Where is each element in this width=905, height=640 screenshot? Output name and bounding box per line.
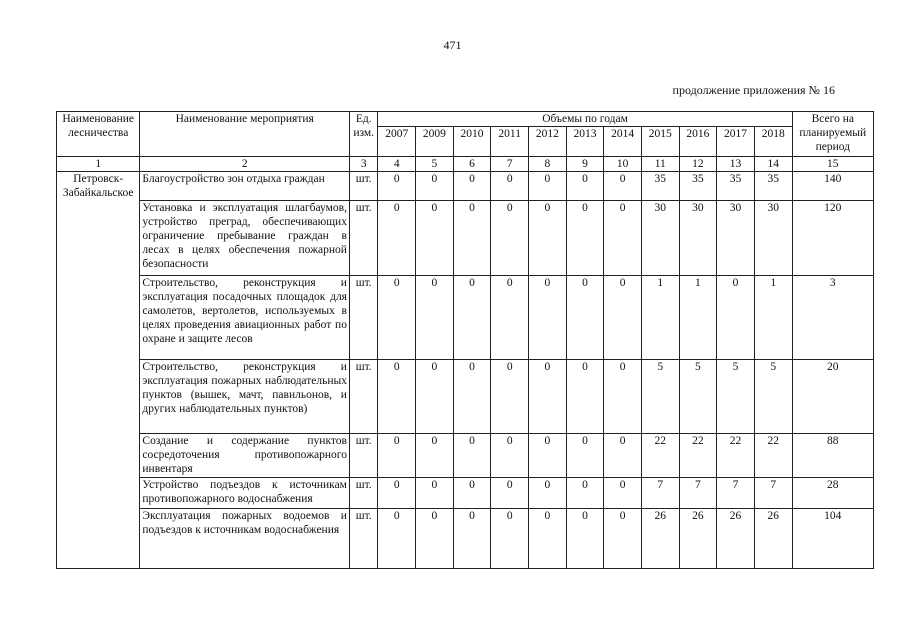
value-cell: 1	[641, 276, 679, 360]
page-number: 471	[443, 38, 462, 52]
column-number: 14	[754, 157, 792, 172]
value-cell: 7	[717, 478, 755, 509]
forestry-name: Петровск-Забайкальское	[57, 172, 140, 569]
value-cell: 1	[679, 276, 717, 360]
unit-cell: шт.	[349, 434, 377, 478]
value-cell: 0	[566, 509, 604, 569]
value-cell: 0	[416, 172, 454, 201]
value-cell: 7	[679, 478, 717, 509]
appendix-note: продолжение приложения № 16	[672, 83, 835, 97]
unit-cell: шт.	[349, 478, 377, 509]
year-header: 2010	[453, 127, 491, 157]
value-cell: 0	[491, 360, 529, 434]
total-cell: 104	[792, 509, 873, 569]
column-number: 5	[416, 157, 454, 172]
value-cell: 0	[416, 434, 454, 478]
value-cell: 0	[491, 201, 529, 276]
value-cell: 7	[641, 478, 679, 509]
column-number: 15	[792, 157, 873, 172]
column-number: 6	[453, 157, 491, 172]
value-cell: 0	[529, 360, 567, 434]
column-number: 13	[717, 157, 755, 172]
value-cell: 0	[453, 360, 491, 434]
value-cell: 0	[604, 360, 642, 434]
value-cell: 26	[641, 509, 679, 569]
header-forestry: Наименование лесничества	[57, 112, 140, 157]
year-header: 2016	[679, 127, 717, 157]
value-cell: 0	[453, 434, 491, 478]
header-volumes: Объемы по годам	[378, 112, 792, 127]
value-cell: 0	[491, 509, 529, 569]
activity-name: Создание и содержание пунктов сосредоточения противопожарного инвентаря	[140, 434, 350, 478]
value-cell: 22	[717, 434, 755, 478]
value-cell: 0	[566, 434, 604, 478]
value-cell: 26	[679, 509, 717, 569]
column-number: 2	[140, 157, 350, 172]
value-cell: 0	[529, 434, 567, 478]
column-number: 3	[349, 157, 377, 172]
value-cell: 0	[566, 478, 604, 509]
value-cell: 0	[566, 172, 604, 201]
total-cell: 120	[792, 201, 873, 276]
year-header: 2013	[566, 127, 604, 157]
value-cell: 0	[604, 434, 642, 478]
column-number: 7	[491, 157, 529, 172]
value-cell: 0	[378, 360, 416, 434]
value-cell: 1	[754, 276, 792, 360]
value-cell: 0	[453, 509, 491, 569]
column-number: 4	[378, 157, 416, 172]
year-header: 2014	[604, 127, 642, 157]
year-header: 2012	[529, 127, 567, 157]
value-cell: 0	[378, 434, 416, 478]
value-cell: 22	[641, 434, 679, 478]
unit-cell: шт.	[349, 276, 377, 360]
value-cell: 22	[754, 434, 792, 478]
value-cell: 0	[604, 201, 642, 276]
value-cell: 0	[604, 276, 642, 360]
activity-name: Благоустройство зон отдыха граждан	[140, 172, 350, 201]
value-cell: 5	[679, 360, 717, 434]
year-header: 2018	[754, 127, 792, 157]
value-cell: 0	[416, 201, 454, 276]
value-cell: 0	[416, 360, 454, 434]
year-header: 2015	[641, 127, 679, 157]
value-cell: 30	[754, 201, 792, 276]
value-cell: 0	[378, 478, 416, 509]
header-unit: Ед. изм.	[349, 112, 377, 157]
value-cell: 0	[604, 478, 642, 509]
column-number: 9	[566, 157, 604, 172]
value-cell: 0	[416, 276, 454, 360]
value-cell: 0	[717, 276, 755, 360]
value-cell: 35	[717, 172, 755, 201]
table-row	[57, 276, 874, 360]
header-activity: Наименование мероприятия	[140, 112, 350, 157]
year-header: 2011	[491, 127, 529, 157]
total-cell: 28	[792, 478, 873, 509]
value-cell: 35	[641, 172, 679, 201]
value-cell: 0	[529, 201, 567, 276]
value-cell: 0	[453, 478, 491, 509]
activities-table	[56, 111, 874, 569]
value-cell: 0	[416, 509, 454, 569]
table-row	[57, 201, 874, 276]
value-cell: 0	[378, 172, 416, 201]
value-cell: 35	[679, 172, 717, 201]
activity-name: Строительство, реконструкция и эксплуатация посадочных площадок для самолетов, вертолетов, используемых в целях проведения авиационных работ по охране и защите лесов	[140, 276, 350, 360]
value-cell: 0	[529, 478, 567, 509]
value-cell: 0	[566, 201, 604, 276]
value-cell: 7	[754, 478, 792, 509]
column-number: 1	[57, 157, 140, 172]
activity-name: Установка и эксплуатация шлагбаумов, устройство преград, обеспечивающих ограничение пребывание граждан в лесах в целях обеспечения пожарной безопасности	[140, 201, 350, 276]
activity-name: Эксплуатация пожарных водоемов и подъездов к источникам водоснабжения	[140, 509, 350, 569]
value-cell: 0	[491, 478, 529, 509]
value-cell: 0	[491, 434, 529, 478]
table-row	[57, 434, 874, 478]
activity-name: Строительство, реконструкция и эксплуатация пожарных наблюдательных пунктов (вышек, мачт, павильонов, и других наблюдательных пунктов)	[140, 360, 350, 434]
value-cell: 0	[491, 172, 529, 201]
table-row	[57, 478, 874, 509]
value-cell: 30	[641, 201, 679, 276]
year-header: 2017	[717, 127, 755, 157]
value-cell: 0	[453, 276, 491, 360]
value-cell: 0	[604, 509, 642, 569]
value-cell: 0	[529, 172, 567, 201]
value-cell: 0	[529, 276, 567, 360]
unit-cell: шт.	[349, 509, 377, 569]
column-number: 8	[529, 157, 567, 172]
unit-cell: шт.	[349, 172, 377, 201]
table-row	[57, 509, 874, 569]
table-row	[57, 360, 874, 434]
value-cell: 0	[566, 276, 604, 360]
header-total: Всего на планируемый период	[792, 112, 873, 157]
value-cell: 5	[717, 360, 755, 434]
unit-cell: шт.	[349, 360, 377, 434]
total-cell: 20	[792, 360, 873, 434]
value-cell: 30	[717, 201, 755, 276]
table-row	[57, 172, 874, 201]
value-cell: 5	[754, 360, 792, 434]
value-cell: 26	[717, 509, 755, 569]
value-cell: 35	[754, 172, 792, 201]
column-number: 12	[679, 157, 717, 172]
unit-cell: шт.	[349, 201, 377, 276]
column-number: 11	[641, 157, 679, 172]
activity-name: Устройство подъездов к источникам противопожарного водоснабжения	[140, 478, 350, 509]
value-cell: 0	[453, 172, 491, 201]
total-cell: 140	[792, 172, 873, 201]
total-cell: 3	[792, 276, 873, 360]
value-cell: 0	[604, 172, 642, 201]
year-header: 2007	[378, 127, 416, 157]
total-cell: 88	[792, 434, 873, 478]
value-cell: 0	[491, 276, 529, 360]
value-cell: 0	[378, 509, 416, 569]
value-cell: 0	[378, 276, 416, 360]
column-number: 10	[604, 157, 642, 172]
value-cell: 0	[378, 201, 416, 276]
year-header: 2009	[416, 127, 454, 157]
value-cell: 22	[679, 434, 717, 478]
value-cell: 30	[679, 201, 717, 276]
value-cell: 0	[453, 201, 491, 276]
value-cell: 0	[529, 509, 567, 569]
value-cell: 26	[754, 509, 792, 569]
value-cell: 0	[416, 478, 454, 509]
value-cell: 0	[566, 360, 604, 434]
value-cell: 5	[641, 360, 679, 434]
